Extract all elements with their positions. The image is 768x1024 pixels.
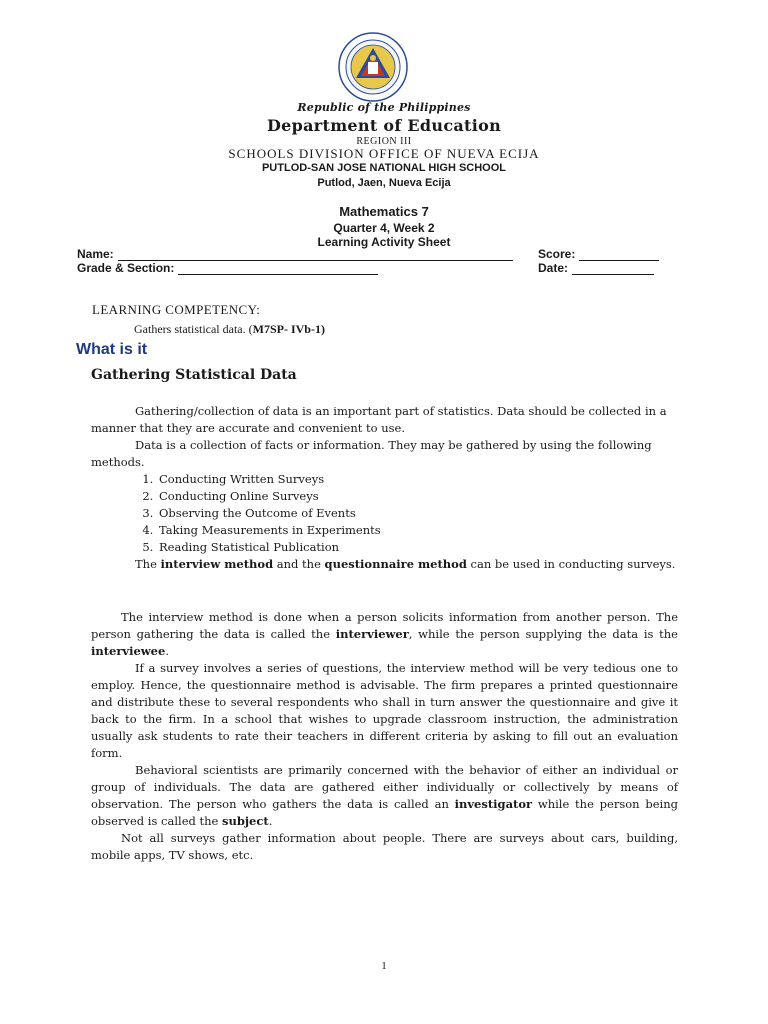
interviewer-term: interviewer: [335, 627, 409, 641]
list-item: 4. Taking Measurements in Experiments: [157, 522, 678, 539]
interview-method-term: interview method: [160, 557, 274, 571]
p4-text: , while the person supplying the data is the: [408, 627, 678, 641]
intro-block: [91, 403, 678, 573]
grade-section-blank[interactable]: [178, 263, 378, 275]
school-name: PUTLOD-SAN JOSE NATIONAL HIGH SCHOOL: [261, 162, 507, 174]
score-field[interactable]: [538, 247, 659, 261]
p6-text: Behavioral scientists are primarily concerned with the behavior of either an individual or group of individuals. The data are gathered either individually or collectively by means of observation. The person who gathers the data is called an: [91, 763, 678, 811]
grade-section-field[interactable]: [77, 261, 378, 275]
section-title: Gathering Statistical Data: [91, 367, 297, 383]
competency-text: [134, 322, 325, 337]
subject-title: Mathematics 7: [339, 204, 429, 219]
what-is-it-heading: What is it: [76, 341, 148, 358]
deped-seal-logo: [338, 32, 408, 102]
paragraph-4: [91, 609, 678, 660]
p6-text: .: [268, 814, 273, 828]
competency-description: Gathers statistical data. (: [134, 322, 253, 336]
competency-heading: LEARNING COMPETENCY:: [92, 302, 261, 317]
republic-line: Republic of the Philippines: [297, 101, 471, 114]
name-blank[interactable]: [118, 249, 513, 261]
p3-text: The: [135, 557, 161, 571]
score-blank[interactable]: [579, 249, 659, 261]
paragraph-6: [91, 762, 678, 830]
date-label: Date:: [538, 261, 569, 275]
p6-text: while the person being observed is called the: [91, 797, 678, 828]
investigator-term: investigator: [454, 797, 533, 811]
date-field[interactable]: [538, 261, 654, 275]
p3-text: can be used in conducting surveys.: [466, 557, 676, 571]
list-item: 2. Conducting Online Surveys: [157, 488, 678, 505]
page-number: 1: [381, 960, 387, 972]
department-title: Department of Education: [266, 116, 502, 135]
p4-text: The interview method is done when a person solicits information from another person. The person gathering the data is called the: [91, 610, 678, 641]
paragraph-7: Not all surveys gather information about people. There are surveys about cars, building, mobile apps, TV shows, etc.: [91, 831, 678, 862]
p3-text: and the: [273, 557, 325, 571]
p4-text: .: [165, 644, 169, 658]
paragraph-5: If a survey involves a series of questions, the interview method will be very tedious one to employ. Hence, the questionnaire method is advisable. The firm prepares a printed questionnaire and distribute these to several respondents who shall in turn answer the questionnaire and give it back to the firm. In a school that wishes to upgrade classroom instruction, the administration usually ask students to rate their teachers in different criteria by asking to fill out an evaluation form.: [91, 661, 678, 760]
subject-term: subject: [222, 814, 269, 828]
name-label: Name:: [77, 247, 114, 261]
sheet-title: Learning Activity Sheet: [317, 235, 451, 249]
date-blank[interactable]: [572, 263, 654, 275]
paragraph-3: [91, 556, 678, 573]
list-item: 3. Observing the Outcome of Events: [157, 505, 678, 522]
quarter-week: Quarter 4, Week 2: [333, 221, 435, 235]
questionnaire-method-term: questionnaire method: [324, 557, 467, 571]
school-address: Putlod, Jaen, Nueva Ecija: [317, 177, 451, 189]
name-field[interactable]: [77, 247, 513, 261]
paragraph-1: Gathering/collection of data is an important part of statistics. Data should be collected in a manner that they are accurate and convenient to use.: [91, 404, 667, 435]
grade-section-label: Grade & Section:: [77, 261, 175, 275]
main-block: [91, 609, 678, 864]
competency-code: M7SP- IVb-1): [252, 322, 325, 336]
score-label: Score:: [538, 247, 576, 261]
division-line: SCHOOLS DIVISION OFFICE OF NUEVA ECIJA: [228, 146, 540, 161]
region-line: REGION III: [356, 136, 412, 147]
list-item: 5. Reading Statistical Publication: [157, 539, 678, 556]
paragraph-2: Data is a collection of facts or information. They may be gathered by using the following methods.: [91, 438, 652, 469]
interviewee-term: interviewee: [91, 644, 166, 658]
methods-list: [91, 471, 678, 556]
list-item: 1. Conducting Written Surveys: [157, 471, 678, 488]
